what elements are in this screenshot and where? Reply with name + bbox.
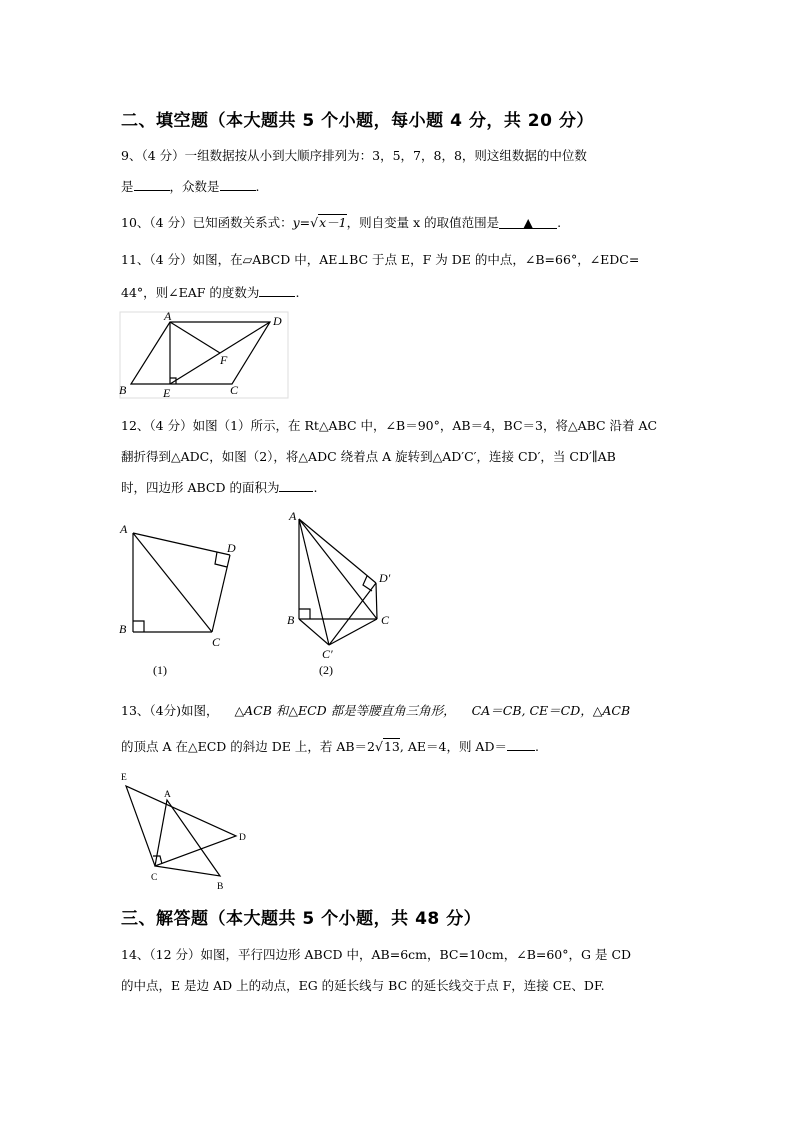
- q14-line2: 的中点，E 是边 AD 上的动点，EG 的延长线与 BC 的延长线交于点 F，连接 CE、DF.: [121, 978, 605, 993]
- sqrt-icon: √: [375, 739, 383, 754]
- q10-text-b: ，则自变量 x 的取值范围是: [346, 215, 500, 230]
- label-c: C: [230, 383, 239, 397]
- label-a: A: [289, 509, 297, 523]
- segment-c-prime-d-prime: [329, 583, 376, 645]
- segment-af: [170, 322, 220, 353]
- q10-formula-radicand: x－1: [319, 215, 347, 230]
- q11-line1: 11、（4 分）如图，在▱ABCD 中，AE⊥BC 于点 E，F 为 DE 的中点，∠B=66°，∠EDC=: [121, 252, 640, 267]
- q12-line1: 12、（4 分）如图（1）所示，在 Rt△ABC 中，∠B＝90°，AB＝4，BC＝3，将△ABC 沿着 AC: [121, 418, 658, 433]
- q13-text-f: .: [534, 739, 539, 754]
- q9-median-blank: [134, 177, 170, 191]
- label-b: B: [119, 622, 127, 636]
- label-c: C: [381, 613, 390, 627]
- label-d: D: [227, 541, 236, 555]
- section-3-title: 三、解答题（本大题共 5 个小题，共 48 分）: [121, 909, 482, 929]
- q13-text-b: △ACB 和△ECD 都是等腰直角三角形，: [234, 703, 456, 718]
- right-angle-mark-b: [133, 621, 144, 632]
- caption-2: (2): [319, 663, 333, 677]
- label-a: A: [120, 522, 128, 536]
- q13-text-e: , AE＝4，则 AD＝: [399, 739, 507, 754]
- q13-text-c: CA＝CB, CE＝CD，△ACB: [471, 703, 631, 718]
- label-d: D: [239, 833, 246, 843]
- label-c: C: [151, 873, 158, 883]
- q11-line2: [121, 283, 299, 301]
- q13-text-d: 的顶点 A 在△ECD 的斜边 DE 上，若 AB＝2: [121, 739, 376, 754]
- q9-text-a: 是: [121, 179, 134, 194]
- segment-dc: [212, 555, 230, 632]
- q12-figure-2: [280, 505, 410, 680]
- label-e: E: [121, 773, 127, 783]
- q10-answer-blank: [499, 215, 557, 229]
- q11-parallelogram-figure: [115, 308, 295, 402]
- q9-text-c: .: [255, 179, 260, 194]
- q9-line1: 9、（4 分）一组数据按从小到大顺序排列为：3，5，7，8，8，则这组数据的中位数: [121, 148, 587, 163]
- segment-bc-prime: [299, 619, 329, 645]
- q12-figure-1: [115, 515, 250, 680]
- caption-1: (1): [153, 663, 167, 677]
- label-e: E: [163, 386, 171, 400]
- q13-text-a: 13、（4分)如图，: [121, 703, 219, 718]
- triangle-acb: [155, 800, 220, 876]
- q12-text-b: .: [313, 480, 318, 495]
- triangle-ecd: [126, 786, 236, 866]
- segment-ad-prime: [299, 519, 376, 583]
- q11-text-b: .: [295, 285, 300, 300]
- q13-line2: [121, 737, 539, 755]
- q12-line3: [121, 478, 317, 496]
- label-b: B: [287, 613, 295, 627]
- label-b: B: [119, 383, 127, 397]
- right-angle-mark-b: [299, 609, 310, 619]
- figure-frame: [120, 312, 288, 398]
- q11-answer-blank: [259, 283, 295, 297]
- q12-answer-blank: [279, 478, 313, 492]
- q10-line: [121, 213, 561, 231]
- label-c: C: [212, 635, 221, 649]
- label-a: A: [164, 790, 171, 800]
- section-2-title: 二、填空题（本大题共 5 个小题，每小题 4 分，共 20 分）: [121, 111, 594, 131]
- q9-line2: [121, 177, 260, 195]
- segment-cd-prime: [376, 583, 377, 619]
- q13-radicand: 13: [383, 739, 400, 754]
- q12-text-a: 时，四边形 ABCD 的面积为: [121, 480, 280, 495]
- q10-text-c: .: [557, 215, 562, 230]
- segment-c-prime-c: [329, 619, 377, 645]
- q13-line1: [121, 701, 630, 719]
- label-d: D: [273, 314, 282, 328]
- label-b: B: [217, 882, 224, 892]
- label-a: A: [164, 309, 172, 323]
- label-f: F: [220, 353, 228, 367]
- q11-text-a: 44°，则∠EAF 的度数为: [121, 285, 260, 300]
- triangle-icon: ▲: [523, 215, 533, 230]
- q10-formula-y: y=: [292, 215, 311, 230]
- label-c-prime: C′: [322, 647, 333, 661]
- q9-text-b: ，众数是: [169, 179, 220, 194]
- q13-triangle-figure: [115, 768, 265, 893]
- q10-text-a: 10、（4 分）已知函数关系式：: [121, 215, 293, 230]
- label-d-prime: D′: [379, 571, 391, 585]
- q9-mode-blank: [220, 177, 256, 191]
- parallelogram-abcd: [131, 322, 270, 384]
- q14-line1: 14、（12 分）如图，平行四边形 ABCD 中，AB=6cm，BC=10cm，∠B=60°，G 是 CD: [121, 947, 632, 962]
- q12-line2: 翻折得到△ADC，如图（2），将△ADC 绕着点 A 旋转到△AD′C′，连接 CD′，当 CD′∥AB: [121, 449, 616, 464]
- q13-answer-blank: [507, 737, 535, 751]
- sqrt-icon: √: [310, 215, 319, 230]
